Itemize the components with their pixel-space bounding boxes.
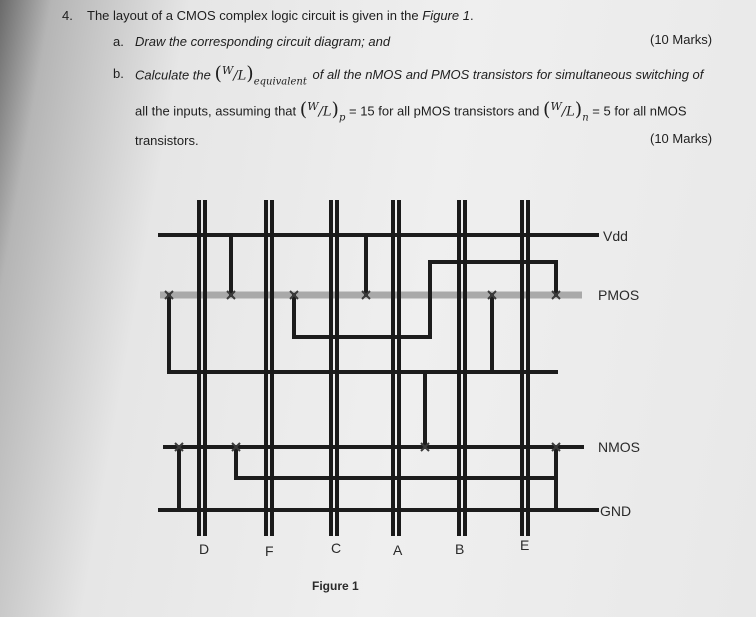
ratio-l: L (237, 68, 247, 84)
part-b-marks: (10 Marks) (650, 131, 713, 146)
pmos-label: PMOS (598, 287, 640, 303)
equivalent-subscript: equivalent (253, 76, 307, 88)
output-net (169, 295, 556, 372)
n-value: = 5 for all nMOS (592, 103, 687, 119)
gate-lines (199, 200, 528, 536)
part-b-line2-prefix: all the inputs, assuming that (135, 103, 297, 119)
ratio-w: W (221, 64, 234, 77)
part-b-label: b. (113, 66, 124, 81)
input-label-c: C (331, 540, 342, 556)
question-intro-suffix: . (469, 8, 474, 23)
ratio-w-n: W (550, 100, 562, 113)
input-label-a: A (393, 542, 403, 558)
gnd-label: GND (600, 503, 632, 519)
metal-lines (160, 235, 597, 510)
part-b-text2: of all the nMOS and PMOS transistors for simultaneous switching of (312, 67, 704, 83)
ratio-l-n: L (566, 104, 575, 120)
part-a-text: Draw the corresponding circuit diagram; and (135, 34, 391, 49)
input-label-b: B (455, 541, 465, 557)
part-b-line1: Calculate the $(^W/L)_{equivalent}$ of all the nMOS and PMOS transistors for simultaneous switching of (135, 62, 704, 88)
nmos-label: NMOS (598, 439, 640, 455)
input-label-e: E (520, 537, 530, 553)
ratio-l-p: L (322, 104, 332, 120)
nmos-route-lower (236, 447, 556, 478)
p-subscript: p (338, 112, 346, 124)
figure-reference: Figure 1 (422, 8, 470, 23)
question-intro-prefix: The layout of a CMOS complex logic circuit is given in the (87, 8, 423, 23)
part-b-text1: Calculate the (135, 67, 211, 83)
part-a-label: a. (113, 34, 124, 49)
ratio-w-p: W (307, 100, 319, 113)
pmos-route-u (294, 295, 430, 337)
vdd-label: Vdd (603, 228, 628, 244)
part-a-marks: (10 Marks) (650, 32, 713, 47)
p-value: = 15 for all pMOS transistors and (349, 103, 540, 119)
question-number: 4. (62, 8, 73, 23)
figure-caption: Figure 1 (312, 579, 359, 593)
part-b-line3: transistors. (135, 133, 199, 148)
input-label-f: F (265, 543, 274, 559)
part-b-line2: all the inputs, assuming that $(^W/L)_p = 15$ for all pMOS transistors and $(^W/L)_n = 5$ for all nMOS (135, 98, 687, 124)
input-label-d: D (199, 541, 210, 557)
pmos-route-upper (430, 262, 556, 295)
n-subscript: n (582, 112, 589, 124)
